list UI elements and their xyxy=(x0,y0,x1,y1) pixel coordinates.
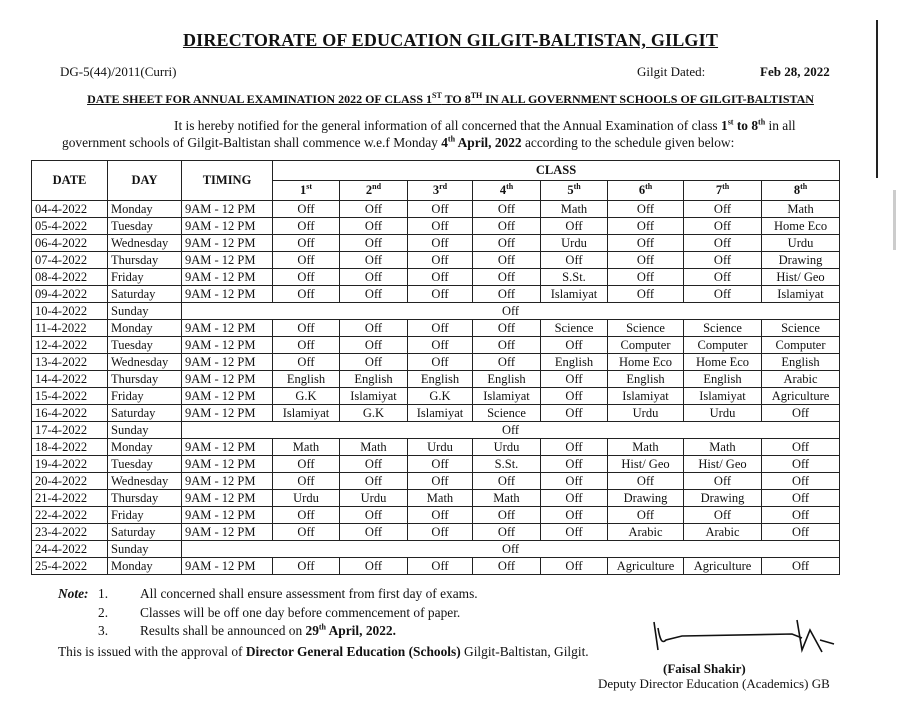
holiday-cell: Off xyxy=(182,303,840,320)
subject-cell: Off xyxy=(541,388,608,405)
subject-cell: Off xyxy=(273,558,340,575)
table-row xyxy=(32,371,840,388)
timing-cell: 9AM - 12 PM xyxy=(182,201,273,218)
subject-cell: Off xyxy=(473,507,541,524)
subject-cell: Math xyxy=(273,439,340,456)
table-row xyxy=(32,252,840,269)
subject-cell: Drawing xyxy=(608,490,684,507)
subject-cell: Off xyxy=(473,473,541,490)
signatory-name: (Faisal Shakir) xyxy=(663,661,746,676)
timing-cell: 9AM - 12 PM xyxy=(182,456,273,473)
date-cell: 06-4-2022 xyxy=(32,235,108,252)
subject-cell: Off xyxy=(340,320,408,337)
day-cell: Tuesday xyxy=(108,337,182,354)
scan-watermark xyxy=(893,190,896,250)
class-number-header: 2nd xyxy=(340,181,408,201)
subject-cell: Off xyxy=(473,252,541,269)
subject-cell: S.St. xyxy=(541,269,608,286)
subject-cell: Science xyxy=(608,320,684,337)
class-number-header: 5th xyxy=(541,181,608,201)
approval-line: This is issued with the approval of Director General Education (Schools) Gilgit-Baltistan, Gilgit. xyxy=(58,644,589,659)
subject-cell: English xyxy=(273,371,340,388)
date-cell: 07-4-2022 xyxy=(32,252,108,269)
subject-cell: Urdu xyxy=(473,439,541,456)
day-cell: Sunday xyxy=(108,303,182,320)
subject-cell: Off xyxy=(473,524,541,541)
subject-cell: Off xyxy=(340,269,408,286)
subject-cell: Off xyxy=(541,439,608,456)
subject-cell: Off xyxy=(541,558,608,575)
subject-cell: Off xyxy=(541,456,608,473)
class-number-header: 4th xyxy=(473,181,541,201)
subject-cell: Off xyxy=(473,201,541,218)
table-row xyxy=(32,303,840,320)
note-text: All concerned shall ensure assessment from first day of exams. xyxy=(140,586,478,601)
subject-cell: English xyxy=(541,354,608,371)
table-row xyxy=(32,354,840,371)
subject-cell: G.K xyxy=(340,405,408,422)
table-row xyxy=(32,201,840,218)
subject-cell: Math xyxy=(340,439,408,456)
subject-cell: Off xyxy=(684,235,762,252)
date-cell: 11-4-2022 xyxy=(32,320,108,337)
day-cell: Saturday xyxy=(108,286,182,303)
schedule-body xyxy=(32,201,840,575)
subject-cell: Math xyxy=(762,201,840,218)
day-cell: Thursday xyxy=(108,252,182,269)
class-number-header: 1st xyxy=(273,181,340,201)
subject-cell: Off xyxy=(473,269,541,286)
subject-cell: Off xyxy=(340,558,408,575)
heading-text: DATE SHEET FOR ANNUAL EXAMINATION 2022 OF CLASS 1 xyxy=(87,92,433,106)
subject-cell: Off xyxy=(340,201,408,218)
subject-cell: Off xyxy=(273,337,340,354)
subject-cell: Off xyxy=(408,473,473,490)
subject-cell: Off xyxy=(541,473,608,490)
subject-cell: Off xyxy=(408,201,473,218)
subject-cell: Off xyxy=(608,286,684,303)
date-sheet-heading xyxy=(0,92,901,107)
subject-cell: Off xyxy=(408,558,473,575)
timing-cell: 9AM - 12 PM xyxy=(182,388,273,405)
subject-cell: Islamiyat xyxy=(762,286,840,303)
heading-sup: TH xyxy=(470,91,483,100)
subject-cell: Off xyxy=(608,235,684,252)
subject-cell: Islamiyat xyxy=(408,405,473,422)
table-row xyxy=(32,422,840,439)
subject-cell: Agriculture xyxy=(608,558,684,575)
subject-cell: Off xyxy=(541,524,608,541)
subject-cell: Off xyxy=(762,456,840,473)
table-row xyxy=(32,524,840,541)
subject-cell: Agriculture xyxy=(684,558,762,575)
subject-cell: Off xyxy=(408,524,473,541)
intro-text: according to the schedule given below: xyxy=(521,135,735,150)
date-cell: 24-4-2022 xyxy=(32,541,108,558)
table-row xyxy=(32,235,840,252)
subject-cell: Off xyxy=(473,320,541,337)
subject-cell: Off xyxy=(473,337,541,354)
subject-cell: Off xyxy=(473,558,541,575)
subject-cell: Off xyxy=(408,456,473,473)
header-row xyxy=(32,161,840,181)
table-row xyxy=(32,473,840,490)
timing-cell: 9AM - 12 PM xyxy=(182,252,273,269)
subject-cell: Hist/ Geo xyxy=(684,456,762,473)
class-number-header: 3rd xyxy=(408,181,473,201)
day-cell: Wednesday xyxy=(108,235,182,252)
intro-class: 1st to 8th xyxy=(720,117,766,133)
subject-cell: Off xyxy=(762,507,840,524)
day-cell: Tuesday xyxy=(108,456,182,473)
subject-cell: Off xyxy=(684,507,762,524)
timing-cell: 9AM - 12 PM xyxy=(182,439,273,456)
date-cell: 15-4-2022 xyxy=(32,388,108,405)
table-row xyxy=(32,337,840,354)
subject-cell: Off xyxy=(473,354,541,371)
date-header: DATE xyxy=(32,161,108,201)
table-row xyxy=(32,507,840,524)
subject-cell: S.St. xyxy=(473,456,541,473)
subject-cell: Urdu xyxy=(608,405,684,422)
subject-cell: Off xyxy=(340,337,408,354)
subject-cell: Urdu xyxy=(273,490,340,507)
subject-cell: Off xyxy=(408,252,473,269)
subject-cell: Islamiyat xyxy=(541,286,608,303)
subject-cell: Urdu xyxy=(408,439,473,456)
day-cell: Saturday xyxy=(108,405,182,422)
subject-cell: Off xyxy=(541,252,608,269)
subject-cell: English xyxy=(408,371,473,388)
subject-cell: Off xyxy=(684,473,762,490)
date-cell: 14-4-2022 xyxy=(32,371,108,388)
heading-text: TO 8 xyxy=(441,92,471,106)
note-number: 2. xyxy=(98,604,109,620)
class-header: CLASS xyxy=(273,161,840,181)
heading-text: IN ALL GOVERNMENT SCHOOLS OF GILGIT-BALTISTAN xyxy=(482,92,814,106)
table-row xyxy=(32,286,840,303)
subject-cell: Islamiyat xyxy=(273,405,340,422)
subject-cell: Off xyxy=(273,235,340,252)
subject-cell: Hist/ Geo xyxy=(608,456,684,473)
subject-cell: Urdu xyxy=(762,235,840,252)
intro-paragraph xyxy=(62,117,852,151)
subject-cell: G.K xyxy=(273,388,340,405)
timing-cell: 9AM - 12 PM xyxy=(182,235,273,252)
subject-cell: Off xyxy=(340,252,408,269)
class-number-header: 7th xyxy=(684,181,762,201)
subject-cell: Off xyxy=(273,456,340,473)
timing-cell: 9AM - 12 PM xyxy=(182,558,273,575)
subject-cell: Science xyxy=(473,405,541,422)
subject-cell: Off xyxy=(608,473,684,490)
class-number-header: 6th xyxy=(608,181,684,201)
subject-cell: Off xyxy=(541,405,608,422)
subject-cell: Off xyxy=(541,490,608,507)
subject-cell: Off xyxy=(541,218,608,235)
subject-cell: Off xyxy=(273,218,340,235)
subject-cell: Off xyxy=(762,473,840,490)
day-cell: Friday xyxy=(108,388,182,405)
heading-sup: ST xyxy=(432,91,442,100)
timing-cell: 9AM - 12 PM xyxy=(182,354,273,371)
subject-cell: Off xyxy=(408,269,473,286)
subject-cell: Off xyxy=(473,235,541,252)
subject-cell: Off xyxy=(273,320,340,337)
table-row xyxy=(32,439,840,456)
day-cell: Friday xyxy=(108,269,182,286)
subject-cell: Islamiyat xyxy=(608,388,684,405)
subject-cell: English xyxy=(473,371,541,388)
timing-cell: 9AM - 12 PM xyxy=(182,405,273,422)
approving-authority: Director General Education (Schools) xyxy=(245,644,461,659)
date-cell: 09-4-2022 xyxy=(32,286,108,303)
subject-cell: Off xyxy=(408,235,473,252)
subject-cell: Off xyxy=(684,218,762,235)
subject-cell: Home Eco xyxy=(762,218,840,235)
note-text: Results shall be announced on 29th April, 2022. xyxy=(140,622,396,638)
holiday-cell: Off xyxy=(182,541,840,558)
timing-cell: 9AM - 12 PM xyxy=(182,218,273,235)
subject-cell: Math xyxy=(541,201,608,218)
subject-cell: Off xyxy=(340,235,408,252)
subject-cell: Islamiyat xyxy=(684,388,762,405)
timing-cell: 9AM - 12 PM xyxy=(182,473,273,490)
day-cell: Monday xyxy=(108,558,182,575)
date-cell: 23-4-2022 xyxy=(32,524,108,541)
subject-cell: English xyxy=(684,371,762,388)
subject-cell: Off xyxy=(473,286,541,303)
signatory-designation: Deputy Director Education (Academics) GB xyxy=(598,676,830,691)
subject-cell: Drawing xyxy=(762,252,840,269)
subject-cell: Off xyxy=(273,507,340,524)
day-cell: Friday xyxy=(108,507,182,524)
office-title: DIRECTORATE OF EDUCATION GILGIT-BALTISTAN, GILGIT xyxy=(182,30,719,50)
day-cell: Monday xyxy=(108,201,182,218)
subject-cell: Off xyxy=(408,218,473,235)
subject-cell: Off xyxy=(762,524,840,541)
timing-cell: 9AM - 12 PM xyxy=(182,371,273,388)
subject-cell: English xyxy=(340,371,408,388)
subject-cell: Off xyxy=(408,286,473,303)
date-cell: 20-4-2022 xyxy=(32,473,108,490)
subject-cell: Off xyxy=(408,320,473,337)
table-row xyxy=(32,388,840,405)
subject-cell: Off xyxy=(273,252,340,269)
subject-cell: Off xyxy=(340,354,408,371)
timing-cell: 9AM - 12 PM xyxy=(182,507,273,524)
subject-cell: Off xyxy=(408,354,473,371)
subject-cell: Arabic xyxy=(762,371,840,388)
subject-cell: Arabic xyxy=(608,524,684,541)
subject-cell: Off xyxy=(608,218,684,235)
subject-cell: Off xyxy=(408,337,473,354)
subject-cell: Math xyxy=(608,439,684,456)
date-cell: 08-4-2022 xyxy=(32,269,108,286)
subject-cell: G.K xyxy=(408,388,473,405)
subject-cell: Off xyxy=(684,252,762,269)
subject-cell: Off xyxy=(273,524,340,541)
day-cell: Tuesday xyxy=(108,218,182,235)
holiday-cell: Off xyxy=(182,422,840,439)
subject-cell: Science xyxy=(684,320,762,337)
subject-cell: Islamiyat xyxy=(473,388,541,405)
subject-cell: Off xyxy=(408,507,473,524)
subject-cell: Off xyxy=(340,524,408,541)
table-row xyxy=(32,541,840,558)
subject-cell: Off xyxy=(684,286,762,303)
subject-cell: Off xyxy=(762,439,840,456)
day-cell: Thursday xyxy=(108,490,182,507)
subject-cell: Off xyxy=(273,201,340,218)
day-cell: Wednesday xyxy=(108,354,182,371)
notes-section xyxy=(58,585,478,641)
signature-image xyxy=(642,610,842,660)
page-edge-line xyxy=(876,20,878,178)
subject-cell: Off xyxy=(608,269,684,286)
date-cell: 25-4-2022 xyxy=(32,558,108,575)
subject-cell: Computer xyxy=(762,337,840,354)
subject-cell: Arabic xyxy=(684,524,762,541)
timing-cell: 9AM - 12 PM xyxy=(182,490,273,507)
day-cell: Sunday xyxy=(108,422,182,439)
subject-cell: Off xyxy=(273,286,340,303)
timing-header: TIMING xyxy=(182,161,273,201)
note-text: Classes will be off one day before commencement of paper. xyxy=(140,604,461,620)
day-cell: Monday xyxy=(108,439,182,456)
subject-cell: Off xyxy=(340,473,408,490)
table-row xyxy=(32,269,840,286)
subject-cell: Urdu xyxy=(541,235,608,252)
subject-cell: Home Eco xyxy=(684,354,762,371)
subject-cell: Off xyxy=(541,371,608,388)
subject-cell: Off xyxy=(608,252,684,269)
subject-cell: Off xyxy=(684,201,762,218)
subject-cell: Off xyxy=(340,507,408,524)
subject-cell: Off xyxy=(541,507,608,524)
subject-cell: Urdu xyxy=(340,490,408,507)
issue-date: Feb 28, 2022 xyxy=(760,64,830,79)
subject-cell: Off xyxy=(762,490,840,507)
subject-cell: Computer xyxy=(608,337,684,354)
day-cell: Saturday xyxy=(108,524,182,541)
table-row xyxy=(32,490,840,507)
day-cell: Thursday xyxy=(108,371,182,388)
subject-cell: Off xyxy=(273,354,340,371)
reference-number: DG-5(44)/2011(Curri) xyxy=(60,64,177,79)
date-cell: 17-4-2022 xyxy=(32,422,108,439)
subject-cell: Off xyxy=(608,507,684,524)
subject-cell: Science xyxy=(541,320,608,337)
subject-cell: Off xyxy=(340,286,408,303)
dated-label: Gilgit Dated: xyxy=(637,64,706,79)
date-cell: 18-4-2022 xyxy=(32,439,108,456)
date-cell: 13-4-2022 xyxy=(32,354,108,371)
date-sheet-table xyxy=(31,160,840,575)
subject-cell: Off xyxy=(684,269,762,286)
subject-cell: Off xyxy=(273,269,340,286)
intro-text: It is hereby notified for the general information of all concerned that the Annual Examination of class xyxy=(174,118,721,133)
class-number-header: 8th xyxy=(762,181,840,201)
subject-cell: Off xyxy=(608,201,684,218)
date-cell: 12-4-2022 xyxy=(32,337,108,354)
date-cell: 16-4-2022 xyxy=(32,405,108,422)
subject-cell: Home Eco xyxy=(608,354,684,371)
table-row xyxy=(32,405,840,422)
day-header: DAY xyxy=(108,161,182,201)
subject-cell: Drawing xyxy=(684,490,762,507)
date-cell: 19-4-2022 xyxy=(32,456,108,473)
date-cell: 04-4-2022 xyxy=(32,201,108,218)
subject-cell: Islamiyat xyxy=(340,388,408,405)
subject-cell: Math xyxy=(473,490,541,507)
timing-cell: 9AM - 12 PM xyxy=(182,524,273,541)
subject-cell: Off xyxy=(473,218,541,235)
date-cell: 22-4-2022 xyxy=(32,507,108,524)
subject-cell: Math xyxy=(408,490,473,507)
subject-cell: Off xyxy=(340,218,408,235)
table-row xyxy=(32,218,840,235)
subject-cell: Hist/ Geo xyxy=(762,269,840,286)
intro-start-date: 4th April, 2022 xyxy=(441,134,522,150)
subject-cell: Off xyxy=(273,473,340,490)
day-cell: Monday xyxy=(108,320,182,337)
subject-cell: Off xyxy=(762,558,840,575)
subject-cell: Science xyxy=(762,320,840,337)
timing-cell: 9AM - 12 PM xyxy=(182,269,273,286)
date-cell: 10-4-2022 xyxy=(32,303,108,320)
subject-cell: Off xyxy=(541,337,608,354)
subject-cell: English xyxy=(608,371,684,388)
day-cell: Wednesday xyxy=(108,473,182,490)
table-row xyxy=(32,320,840,337)
subject-cell: Urdu xyxy=(684,405,762,422)
subject-cell: Agriculture xyxy=(762,388,840,405)
note-number: 3. xyxy=(98,623,109,638)
table-row xyxy=(32,456,840,473)
subject-cell: Off xyxy=(340,456,408,473)
note-number: 1. xyxy=(98,586,109,601)
table-row xyxy=(32,558,840,575)
subject-cell: English xyxy=(762,354,840,371)
intro-text: in all government schools of Gilgit-Baltistan shall commence w.e.f Monday xyxy=(62,118,796,150)
notes-label: Note: xyxy=(58,586,89,601)
timing-cell: 9AM - 12 PM xyxy=(182,286,273,303)
day-cell: Sunday xyxy=(108,541,182,558)
timing-cell: 9AM - 12 PM xyxy=(182,320,273,337)
subject-cell: Computer xyxy=(684,337,762,354)
date-cell: 21-4-2022 xyxy=(32,490,108,507)
subject-cell: Off xyxy=(762,405,840,422)
subject-cell: Math xyxy=(684,439,762,456)
date-cell: 05-4-2022 xyxy=(32,218,108,235)
timing-cell: 9AM - 12 PM xyxy=(182,337,273,354)
